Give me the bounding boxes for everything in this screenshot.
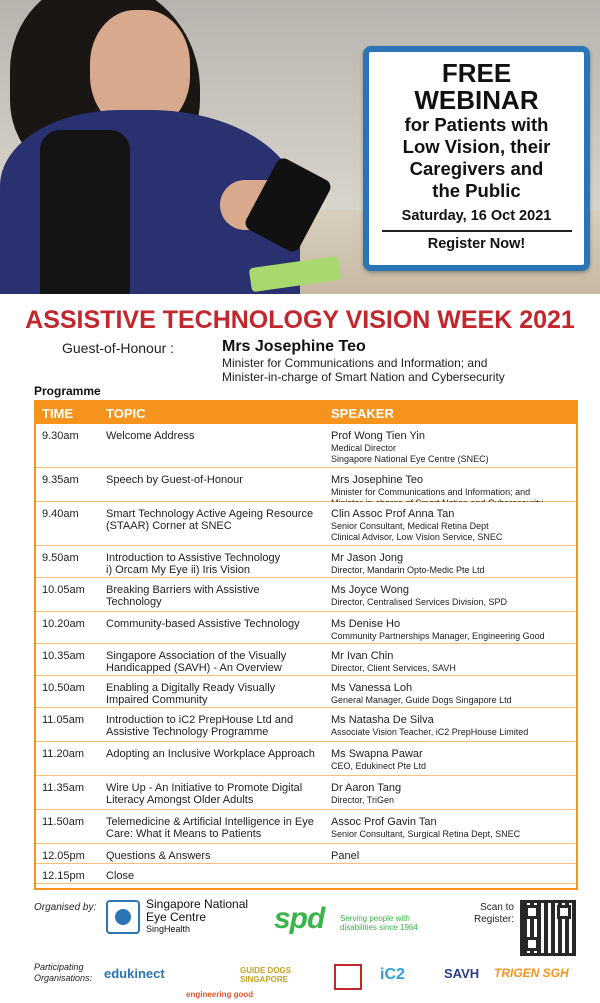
row-speaker: Mr Ivan Chin bbox=[331, 650, 394, 662]
guest-of-honour-label: Guest-of-Honour : bbox=[62, 340, 175, 356]
row-speaker: Ms Denise Ho bbox=[331, 618, 401, 630]
row-speaker-detail: Senior Consultant, Medical Retina Dept Clinical Advisor, Low Vision Service, SNEC bbox=[331, 521, 503, 542]
engineering-good-logo: engineering good bbox=[186, 990, 254, 999]
row-time: 10.50am bbox=[42, 682, 85, 694]
header-time: TIME bbox=[42, 406, 74, 421]
qr-code-icon[interactable] bbox=[520, 900, 576, 956]
row-time: 10.35am bbox=[42, 650, 85, 662]
row-speaker: Clin Assoc Prof Anna Tan bbox=[331, 508, 455, 520]
table-row bbox=[36, 676, 576, 708]
table-row bbox=[36, 864, 576, 884]
row-topic: Speech by Guest-of-Honour bbox=[106, 474, 243, 486]
snec-logo bbox=[106, 898, 266, 938]
row-topic: Adopting an Inclusive Workplace Approach bbox=[106, 748, 315, 760]
callout-free: FREE bbox=[441, 58, 512, 88]
qr-corner bbox=[525, 905, 539, 919]
row-topic: Community-based Assistive Technology bbox=[106, 618, 300, 630]
snec-name-line-2: Eye Centre bbox=[146, 910, 207, 924]
programme-table bbox=[34, 400, 578, 890]
row-speaker: Prof Wong Tien Yin bbox=[331, 430, 425, 442]
table-row bbox=[36, 810, 576, 844]
row-speaker-detail: Medical Director Singapore National Eye Centre (SNEC) bbox=[331, 443, 489, 464]
row-speaker: Ms Natasha De Silva bbox=[331, 714, 434, 726]
row-speaker-detail: Director, Centralised Services Division, SPD bbox=[331, 597, 508, 607]
table-row bbox=[36, 776, 576, 810]
guide-dogs-logo: GUIDE DOGS SINGAPORE bbox=[240, 966, 292, 984]
guest-of-honour-name: Mrs Josephine Teo bbox=[222, 338, 366, 355]
row-topic: Breaking Barriers with Assistive Technology bbox=[106, 584, 260, 608]
eye-icon bbox=[106, 900, 140, 934]
row-speaker-detail: General Manager, Guide Dogs Singapore Ltd bbox=[331, 695, 512, 705]
row-time: 9.30am bbox=[42, 430, 79, 442]
row-speaker-detail: Director, TriGen bbox=[331, 795, 395, 805]
row-time: 11.50am bbox=[42, 816, 84, 828]
guest-of-honour-role bbox=[222, 356, 505, 384]
row-speaker: Ms Joyce Wong bbox=[331, 584, 410, 596]
row-time: 11.05am bbox=[42, 714, 84, 726]
row-time: 10.05am bbox=[42, 584, 85, 596]
header-topic: TOPIC bbox=[106, 406, 146, 421]
page-title: ASSISTIVE TECHNOLOGY VISION WEEK 2021 bbox=[25, 306, 575, 334]
table-row bbox=[36, 546, 576, 578]
table-row bbox=[36, 844, 576, 864]
row-speaker: Mrs Josephine Teo bbox=[331, 474, 424, 486]
qr-corner bbox=[525, 937, 539, 951]
ic2-logo: iC2 bbox=[380, 966, 405, 983]
callout-webinar: WEBINAR bbox=[414, 85, 539, 115]
partner-mark-icon bbox=[334, 964, 362, 990]
singhealth-label: SingHealth bbox=[146, 924, 191, 934]
edukinect-logo: edukinect bbox=[104, 966, 165, 981]
row-topic: Introduction to Assistive Technology i) Orcam My Eye ii) Iris Vision bbox=[106, 552, 281, 576]
snec-name bbox=[146, 898, 248, 924]
table-row bbox=[36, 644, 576, 676]
row-speaker-detail: Director, Client Services, SAVH bbox=[331, 663, 456, 673]
callout-audience-3: Caregivers and bbox=[409, 158, 544, 179]
row-time: 11.20am bbox=[42, 748, 84, 760]
trigen-logo: TRIGEN SGH bbox=[494, 966, 569, 980]
table-row bbox=[36, 578, 576, 612]
row-speaker-detail: Director, Mandarin Opto-Medic Pte Ltd bbox=[331, 565, 485, 575]
row-speaker: Panel bbox=[331, 850, 360, 862]
row-time: 12.15pm bbox=[42, 870, 85, 882]
snec-name-line-1: Singapore National bbox=[146, 897, 249, 911]
table-row bbox=[36, 424, 576, 468]
row-time: 9.35am bbox=[42, 474, 79, 486]
programme-label: Programme bbox=[34, 384, 101, 398]
row-topic: Smart Technology Active Ageing Resource (STAAR) Corner at SNEC bbox=[106, 508, 314, 532]
callout-date: Saturday, 16 Oct 2021 bbox=[401, 208, 552, 224]
spd-tagline: Serving people with disabilities since 1964 bbox=[340, 914, 418, 932]
register-now-link[interactable]: Register Now! bbox=[427, 236, 526, 252]
row-speaker-detail: Minister for Communications and Information; and bbox=[331, 487, 531, 497]
hero-person-vest bbox=[40, 130, 130, 294]
scan-to-register-label: Scan to Register: bbox=[473, 902, 514, 925]
savh-logo: SAVH bbox=[444, 966, 480, 981]
row-topic: Questions & Answers bbox=[106, 850, 211, 862]
row-speaker: Ms Swapna Pawar bbox=[331, 748, 423, 760]
row-topic: Introduction to iC2 PrepHouse Ltd and Assistive Technology Programme bbox=[106, 714, 294, 738]
callout-audience-4: the Public bbox=[432, 180, 521, 201]
row-time: 11.35am bbox=[42, 782, 84, 794]
header-speaker: SPEAKER bbox=[331, 406, 394, 421]
row-topic: Wire Up - An Initiative to Promote Digital Literacy Amongst Older Adults bbox=[106, 782, 303, 806]
row-time: 10.20am bbox=[42, 618, 85, 630]
row-speaker: Mr Jason Jong bbox=[331, 552, 404, 564]
row-speaker: Ms Vanessa Loh bbox=[331, 682, 413, 694]
row-time: 12.05pm bbox=[42, 850, 85, 862]
table-row bbox=[36, 502, 576, 546]
callout-audience-2: Low Vision, their bbox=[402, 136, 551, 157]
table-row bbox=[36, 468, 576, 502]
row-topic: Enabling a Digitally Ready Visually Impaired Community bbox=[106, 682, 276, 706]
row-topic: Close bbox=[106, 870, 135, 882]
callout-audience-1: for Patients with bbox=[404, 114, 549, 135]
row-speaker: Dr Aaron Tang bbox=[331, 782, 402, 794]
row-topic: Welcome Address bbox=[106, 430, 195, 442]
programme-header bbox=[36, 402, 576, 424]
row-topic: Singapore Association of the Visually Handicapped (SAVH) - An Overview bbox=[106, 650, 287, 674]
row-speaker-detail: Community Partnerships Manager, Engineering Good bbox=[331, 631, 545, 641]
qr-corner bbox=[557, 905, 571, 919]
table-row bbox=[36, 612, 576, 644]
spd-logo bbox=[274, 902, 434, 942]
row-speaker: Assoc Prof Gavin Tan bbox=[331, 816, 437, 828]
row-topic: Telemedicine & Artificial Intelligence in Eye Care: What it Means to Patients bbox=[106, 816, 314, 840]
table-row bbox=[36, 742, 576, 776]
participating-label: Participating Organisations: bbox=[34, 962, 93, 983]
row-speaker-detail: CEO, Edukinect Pte Ltd bbox=[331, 761, 427, 771]
callout-divider bbox=[382, 230, 572, 232]
webinar-callout bbox=[363, 46, 590, 271]
row-speaker-detail: Senior Consultant, Surgical Retina Dept, SNEC bbox=[331, 829, 521, 839]
guest-role-line-2: Minister-in-charge of Smart Nation and Cybersecurity bbox=[222, 370, 505, 384]
row-time: 9.40am bbox=[42, 508, 79, 520]
spd-mark: spd bbox=[274, 902, 325, 935]
organised-by-label: Organised by: bbox=[34, 902, 97, 913]
table-row bbox=[36, 708, 576, 742]
guest-role-line-1: Minister for Communications and Information; and bbox=[222, 356, 488, 370]
row-speaker-detail: Associate Vision Teacher, iC2 PrepHouse Limited bbox=[331, 727, 529, 737]
row-time: 9.50am bbox=[42, 552, 79, 564]
